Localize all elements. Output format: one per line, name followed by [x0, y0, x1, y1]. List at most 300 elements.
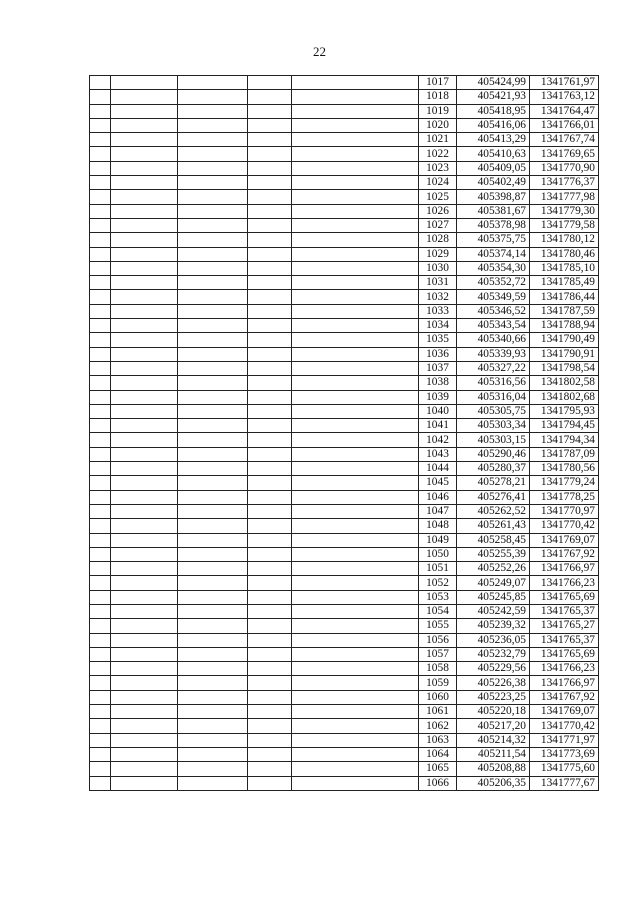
- empty-cell: [111, 633, 178, 647]
- empty-cell: [248, 519, 292, 533]
- empty-cell: [292, 290, 419, 304]
- empty-cell: [90, 90, 111, 104]
- x-coordinate-cell: 405316,04: [457, 390, 530, 404]
- point-number-cell: 1049: [419, 533, 457, 547]
- y-coordinate-cell: 1341769,07: [530, 705, 599, 719]
- empty-cell: [292, 490, 419, 504]
- empty-cell: [178, 762, 248, 776]
- table-row: [90, 376, 599, 390]
- y-coordinate-cell: 1341770,42: [530, 719, 599, 733]
- x-coordinate-cell: 405236,05: [457, 633, 530, 647]
- y-coordinate-cell: 1341787,09: [530, 447, 599, 461]
- empty-cell: [178, 747, 248, 761]
- empty-cell: [248, 676, 292, 690]
- x-coordinate-cell: 405418,95: [457, 104, 530, 118]
- empty-cell: [111, 361, 178, 375]
- point-number-cell: 1056: [419, 633, 457, 647]
- point-number-cell: 1020: [419, 118, 457, 132]
- empty-cell: [292, 633, 419, 647]
- empty-cell: [111, 690, 178, 704]
- point-number-cell: 1019: [419, 104, 457, 118]
- empty-cell: [178, 733, 248, 747]
- empty-cell: [292, 462, 419, 476]
- empty-cell: [178, 633, 248, 647]
- empty-cell: [292, 705, 419, 719]
- empty-cell: [90, 576, 111, 590]
- empty-cell: [248, 376, 292, 390]
- point-number-cell: 1027: [419, 218, 457, 232]
- point-number-cell: 1044: [419, 462, 457, 476]
- y-coordinate-cell: 1341767,74: [530, 133, 599, 147]
- empty-cell: [178, 361, 248, 375]
- empty-cell: [90, 376, 111, 390]
- table-row: [90, 776, 599, 790]
- empty-cell: [178, 247, 248, 261]
- x-coordinate-cell: 405229,56: [457, 662, 530, 676]
- empty-cell: [248, 319, 292, 333]
- x-coordinate-cell: 405413,29: [457, 133, 530, 147]
- empty-cell: [90, 276, 111, 290]
- table-row: [90, 176, 599, 190]
- point-number-cell: 1031: [419, 276, 457, 290]
- empty-cell: [111, 376, 178, 390]
- point-number-cell: 1065: [419, 762, 457, 776]
- empty-cell: [111, 519, 178, 533]
- empty-cell: [111, 604, 178, 618]
- empty-cell: [292, 319, 419, 333]
- empty-cell: [111, 233, 178, 247]
- empty-cell: [111, 104, 178, 118]
- empty-cell: [248, 733, 292, 747]
- empty-cell: [111, 147, 178, 161]
- empty-cell: [292, 419, 419, 433]
- table-row: [90, 662, 599, 676]
- empty-cell: [111, 290, 178, 304]
- empty-cell: [111, 776, 178, 790]
- empty-cell: [292, 762, 419, 776]
- empty-cell: [248, 133, 292, 147]
- y-coordinate-cell: 1341763,12: [530, 90, 599, 104]
- point-number-cell: 1036: [419, 347, 457, 361]
- x-coordinate-cell: 405262,52: [457, 504, 530, 518]
- table-row: [90, 490, 599, 504]
- point-number-cell: 1053: [419, 590, 457, 604]
- x-coordinate-cell: 405223,25: [457, 690, 530, 704]
- empty-cell: [90, 419, 111, 433]
- y-coordinate-cell: 1341787,59: [530, 304, 599, 318]
- empty-cell: [292, 276, 419, 290]
- empty-cell: [248, 161, 292, 175]
- empty-cell: [178, 619, 248, 633]
- point-number-cell: 1025: [419, 190, 457, 204]
- x-coordinate-cell: 405242,59: [457, 604, 530, 618]
- y-coordinate-cell: 1341794,45: [530, 419, 599, 433]
- empty-cell: [292, 76, 419, 90]
- empty-cell: [90, 290, 111, 304]
- x-coordinate-cell: 405255,39: [457, 547, 530, 561]
- empty-cell: [90, 590, 111, 604]
- point-number-cell: 1039: [419, 390, 457, 404]
- empty-cell: [178, 562, 248, 576]
- coordinates-table: [89, 75, 599, 791]
- empty-cell: [292, 204, 419, 218]
- point-number-cell: 1043: [419, 447, 457, 461]
- empty-cell: [111, 76, 178, 90]
- point-number-cell: 1051: [419, 562, 457, 576]
- empty-cell: [292, 662, 419, 676]
- empty-cell: [90, 547, 111, 561]
- table-row: [90, 504, 599, 518]
- point-number-cell: 1026: [419, 204, 457, 218]
- y-coordinate-cell: 1341802,68: [530, 390, 599, 404]
- empty-cell: [111, 204, 178, 218]
- y-coordinate-cell: 1341766,23: [530, 576, 599, 590]
- empty-cell: [248, 247, 292, 261]
- point-number-cell: 1055: [419, 619, 457, 633]
- empty-cell: [111, 133, 178, 147]
- empty-cell: [248, 404, 292, 418]
- y-coordinate-cell: 1341788,94: [530, 319, 599, 333]
- empty-cell: [90, 347, 111, 361]
- empty-cell: [248, 619, 292, 633]
- x-coordinate-cell: 405252,26: [457, 562, 530, 576]
- point-number-cell: 1037: [419, 361, 457, 375]
- table-row: [90, 747, 599, 761]
- table-row: [90, 447, 599, 461]
- table-row: [90, 404, 599, 418]
- point-number-cell: 1048: [419, 519, 457, 533]
- empty-cell: [111, 319, 178, 333]
- table-row: [90, 390, 599, 404]
- empty-cell: [111, 176, 178, 190]
- x-coordinate-cell: 405354,30: [457, 261, 530, 275]
- y-coordinate-cell: 1341778,25: [530, 490, 599, 504]
- empty-cell: [111, 118, 178, 132]
- empty-cell: [178, 319, 248, 333]
- empty-cell: [111, 462, 178, 476]
- table-row: [90, 676, 599, 690]
- table-row: [90, 533, 599, 547]
- y-coordinate-cell: 1341785,10: [530, 261, 599, 275]
- empty-cell: [111, 504, 178, 518]
- empty-cell: [90, 619, 111, 633]
- empty-cell: [292, 147, 419, 161]
- x-coordinate-cell: 405346,52: [457, 304, 530, 318]
- point-number-cell: 1060: [419, 690, 457, 704]
- empty-cell: [178, 447, 248, 461]
- empty-cell: [178, 504, 248, 518]
- empty-cell: [90, 533, 111, 547]
- point-number-cell: 1030: [419, 261, 457, 275]
- empty-cell: [248, 590, 292, 604]
- table-row: [90, 419, 599, 433]
- empty-cell: [292, 361, 419, 375]
- x-coordinate-cell: 405305,75: [457, 404, 530, 418]
- point-number-cell: 1034: [419, 319, 457, 333]
- empty-cell: [90, 261, 111, 275]
- point-number-cell: 1028: [419, 233, 457, 247]
- table-row: [90, 562, 599, 576]
- table-row: [90, 547, 599, 561]
- empty-cell: [178, 519, 248, 533]
- empty-cell: [248, 490, 292, 504]
- empty-cell: [111, 333, 178, 347]
- y-coordinate-cell: 1341777,98: [530, 190, 599, 204]
- y-coordinate-cell: 1341779,58: [530, 218, 599, 232]
- empty-cell: [292, 304, 419, 318]
- point-number-cell: 1062: [419, 719, 457, 733]
- empty-cell: [248, 776, 292, 790]
- y-coordinate-cell: 1341794,34: [530, 433, 599, 447]
- empty-cell: [111, 547, 178, 561]
- y-coordinate-cell: 1341769,65: [530, 147, 599, 161]
- x-coordinate-cell: 405339,93: [457, 347, 530, 361]
- empty-cell: [292, 447, 419, 461]
- empty-cell: [90, 104, 111, 118]
- empty-cell: [111, 619, 178, 633]
- y-coordinate-cell: 1341765,37: [530, 633, 599, 647]
- empty-cell: [248, 347, 292, 361]
- empty-cell: [90, 447, 111, 461]
- y-coordinate-cell: 1341771,97: [530, 733, 599, 747]
- empty-cell: [178, 390, 248, 404]
- empty-cell: [111, 647, 178, 661]
- y-coordinate-cell: 1341786,44: [530, 290, 599, 304]
- empty-cell: [292, 576, 419, 590]
- empty-cell: [111, 719, 178, 733]
- y-coordinate-cell: 1341777,67: [530, 776, 599, 790]
- y-coordinate-cell: 1341790,49: [530, 333, 599, 347]
- table-row: [90, 104, 599, 118]
- empty-cell: [248, 747, 292, 761]
- empty-cell: [178, 104, 248, 118]
- empty-cell: [111, 347, 178, 361]
- x-coordinate-cell: 405416,06: [457, 118, 530, 132]
- empty-cell: [90, 133, 111, 147]
- empty-cell: [292, 676, 419, 690]
- empty-cell: [178, 218, 248, 232]
- point-number-cell: 1033: [419, 304, 457, 318]
- empty-cell: [292, 90, 419, 104]
- table-row: [90, 76, 599, 90]
- table-row: [90, 361, 599, 375]
- empty-cell: [90, 604, 111, 618]
- empty-cell: [90, 490, 111, 504]
- table-row: [90, 247, 599, 261]
- empty-cell: [248, 76, 292, 90]
- table-row: [90, 604, 599, 618]
- empty-cell: [292, 476, 419, 490]
- empty-cell: [292, 733, 419, 747]
- page-number: 22: [313, 44, 326, 59]
- empty-cell: [292, 690, 419, 704]
- table-row: [90, 290, 599, 304]
- empty-cell: [248, 476, 292, 490]
- empty-cell: [111, 533, 178, 547]
- table-row: [90, 519, 599, 533]
- empty-cell: [248, 147, 292, 161]
- y-coordinate-cell: 1341765,69: [530, 647, 599, 661]
- empty-cell: [111, 261, 178, 275]
- x-coordinate-cell: 405276,41: [457, 490, 530, 504]
- empty-cell: [111, 419, 178, 433]
- empty-cell: [248, 333, 292, 347]
- empty-cell: [292, 218, 419, 232]
- empty-cell: [178, 776, 248, 790]
- point-number-cell: 1047: [419, 504, 457, 518]
- y-coordinate-cell: 1341767,92: [530, 690, 599, 704]
- empty-cell: [90, 76, 111, 90]
- table-row: [90, 204, 599, 218]
- y-coordinate-cell: 1341775,60: [530, 762, 599, 776]
- x-coordinate-cell: 405381,67: [457, 204, 530, 218]
- point-number-cell: 1064: [419, 747, 457, 761]
- y-coordinate-cell: 1341766,97: [530, 676, 599, 690]
- point-number-cell: 1052: [419, 576, 457, 590]
- empty-cell: [90, 705, 111, 719]
- empty-cell: [111, 562, 178, 576]
- point-number-cell: 1022: [419, 147, 457, 161]
- empty-cell: [90, 433, 111, 447]
- empty-cell: [111, 190, 178, 204]
- y-coordinate-cell: 1341802,58: [530, 376, 599, 390]
- empty-cell: [292, 504, 419, 518]
- point-number-cell: 1035: [419, 333, 457, 347]
- y-coordinate-cell: 1341765,37: [530, 604, 599, 618]
- empty-cell: [90, 404, 111, 418]
- empty-cell: [178, 190, 248, 204]
- empty-cell: [248, 576, 292, 590]
- empty-cell: [90, 118, 111, 132]
- empty-cell: [248, 433, 292, 447]
- point-number-cell: 1061: [419, 705, 457, 719]
- y-coordinate-cell: 1341766,97: [530, 562, 599, 576]
- x-coordinate-cell: 405211,54: [457, 747, 530, 761]
- y-coordinate-cell: 1341790,91: [530, 347, 599, 361]
- empty-cell: [111, 747, 178, 761]
- table-row: [90, 733, 599, 747]
- empty-cell: [292, 118, 419, 132]
- empty-cell: [248, 90, 292, 104]
- table-row: [90, 319, 599, 333]
- y-coordinate-cell: 1341770,97: [530, 504, 599, 518]
- empty-cell: [178, 276, 248, 290]
- empty-cell: [111, 705, 178, 719]
- empty-cell: [90, 662, 111, 676]
- y-coordinate-cell: 1341770,42: [530, 519, 599, 533]
- empty-cell: [90, 218, 111, 232]
- table-body: [90, 76, 599, 791]
- y-coordinate-cell: 1341779,24: [530, 476, 599, 490]
- table-row: [90, 118, 599, 132]
- empty-cell: [90, 319, 111, 333]
- empty-cell: [248, 419, 292, 433]
- empty-cell: [248, 176, 292, 190]
- point-number-cell: 1058: [419, 662, 457, 676]
- x-coordinate-cell: 405424,99: [457, 76, 530, 90]
- x-coordinate-cell: 405239,32: [457, 619, 530, 633]
- empty-cell: [90, 147, 111, 161]
- empty-cell: [248, 261, 292, 275]
- x-coordinate-cell: 405303,15: [457, 433, 530, 447]
- empty-cell: [178, 161, 248, 175]
- empty-cell: [90, 176, 111, 190]
- y-coordinate-cell: 1341779,30: [530, 204, 599, 218]
- point-number-cell: 1050: [419, 547, 457, 561]
- table-row: [90, 190, 599, 204]
- y-coordinate-cell: 1341780,12: [530, 233, 599, 247]
- empty-cell: [178, 204, 248, 218]
- empty-cell: [178, 576, 248, 590]
- empty-cell: [292, 562, 419, 576]
- point-number-cell: 1046: [419, 490, 457, 504]
- x-coordinate-cell: 405290,46: [457, 447, 530, 461]
- empty-cell: [292, 261, 419, 275]
- empty-cell: [248, 390, 292, 404]
- x-coordinate-cell: 405258,45: [457, 533, 530, 547]
- table-row: [90, 133, 599, 147]
- empty-cell: [292, 433, 419, 447]
- empty-cell: [248, 762, 292, 776]
- empty-cell: [292, 533, 419, 547]
- empty-cell: [178, 433, 248, 447]
- empty-cell: [111, 247, 178, 261]
- y-coordinate-cell: 1341766,23: [530, 662, 599, 676]
- empty-cell: [178, 547, 248, 561]
- empty-cell: [292, 376, 419, 390]
- empty-cell: [292, 247, 419, 261]
- empty-cell: [90, 776, 111, 790]
- empty-cell: [90, 390, 111, 404]
- x-coordinate-cell: 405208,88: [457, 762, 530, 776]
- y-coordinate-cell: 1341795,93: [530, 404, 599, 418]
- empty-cell: [248, 690, 292, 704]
- x-coordinate-cell: 405206,35: [457, 776, 530, 790]
- empty-cell: [248, 719, 292, 733]
- empty-cell: [178, 176, 248, 190]
- table-row: [90, 590, 599, 604]
- point-number-cell: 1042: [419, 433, 457, 447]
- table-row: [90, 762, 599, 776]
- x-coordinate-cell: 405421,93: [457, 90, 530, 104]
- empty-cell: [90, 161, 111, 175]
- empty-cell: [178, 690, 248, 704]
- x-coordinate-cell: 405249,07: [457, 576, 530, 590]
- x-coordinate-cell: 405280,37: [457, 462, 530, 476]
- empty-cell: [90, 762, 111, 776]
- x-coordinate-cell: 405410,63: [457, 147, 530, 161]
- empty-cell: [111, 276, 178, 290]
- empty-cell: [292, 547, 419, 561]
- x-coordinate-cell: 405226,38: [457, 676, 530, 690]
- empty-cell: [90, 361, 111, 375]
- empty-cell: [178, 590, 248, 604]
- empty-cell: [178, 533, 248, 547]
- empty-cell: [248, 604, 292, 618]
- empty-cell: [90, 676, 111, 690]
- x-coordinate-cell: 405327,22: [457, 361, 530, 375]
- empty-cell: [111, 662, 178, 676]
- empty-cell: [292, 233, 419, 247]
- table-row: [90, 218, 599, 232]
- empty-cell: [292, 133, 419, 147]
- y-coordinate-cell: 1341776,37: [530, 176, 599, 190]
- empty-cell: [90, 333, 111, 347]
- empty-cell: [178, 133, 248, 147]
- point-number-cell: 1063: [419, 733, 457, 747]
- y-coordinate-cell: 1341765,27: [530, 619, 599, 633]
- x-coordinate-cell: 405398,87: [457, 190, 530, 204]
